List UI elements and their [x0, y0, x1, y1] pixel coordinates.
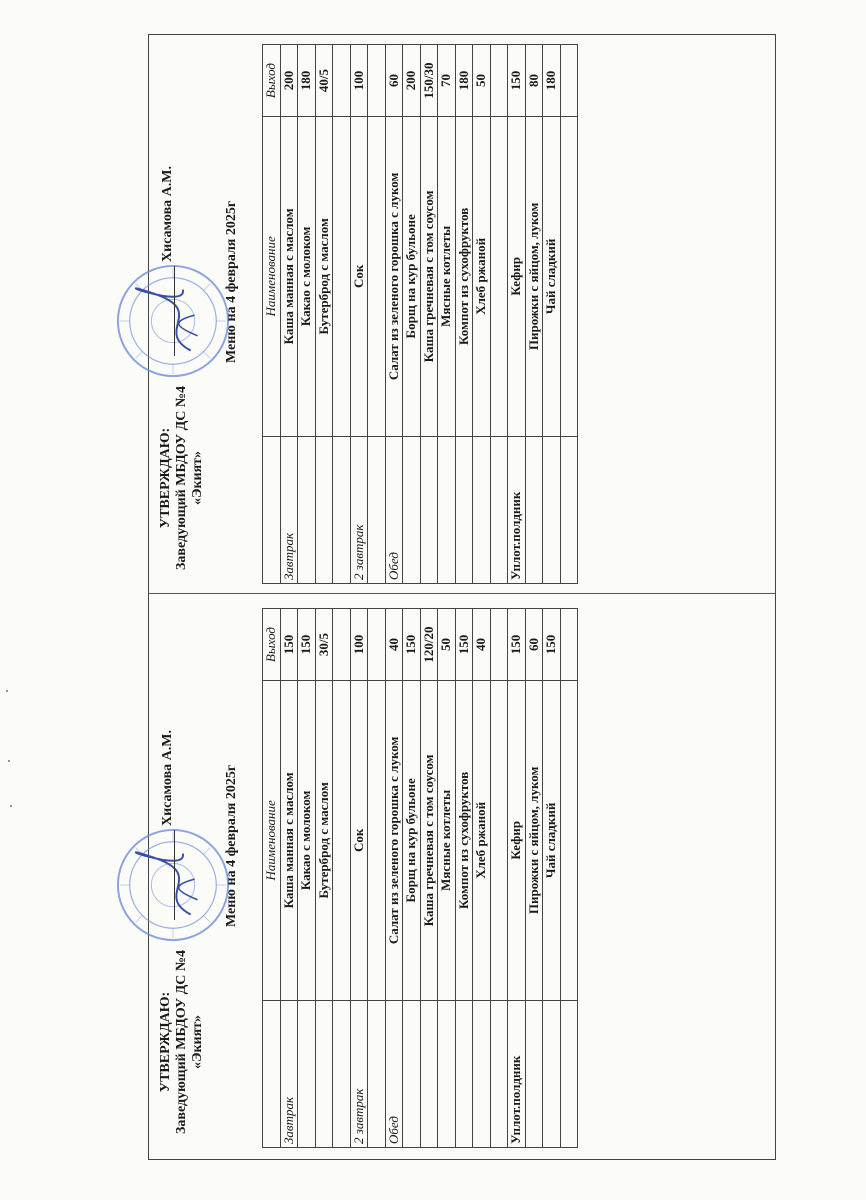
meal-type-cell [298, 1000, 316, 1147]
dish-name-cell: Чай сладкий [543, 681, 561, 1001]
meal-type-cell [438, 1000, 456, 1147]
approval-title: УТВЕРЖДАЮ: [158, 991, 173, 1093]
menu-panel-upper [158, 43, 758, 588]
table-row [298, 609, 316, 1148]
meal-type-cell [543, 1000, 561, 1147]
dish-name-cell: Сок [350, 117, 368, 437]
portion-output-cell [333, 45, 351, 117]
table-row [490, 609, 508, 1148]
table-row [438, 609, 456, 1148]
dish-name-cell [560, 681, 578, 1001]
table-row [455, 609, 473, 1148]
meal-type-cell [420, 1000, 438, 1147]
dish-name-cell: Какао с молоком [298, 117, 316, 437]
meal-type-cell [333, 1000, 351, 1147]
portion-output-cell [490, 45, 508, 117]
table-row [368, 609, 386, 1148]
portion-output-cell: 150 [403, 609, 421, 681]
table-row [438, 45, 456, 584]
dish-name-cell: Какао с молоком [298, 681, 316, 1001]
portion-output-cell [368, 45, 386, 117]
table-row [298, 45, 316, 584]
table-row [280, 45, 298, 584]
meal-type-cell: Завтрак [280, 436, 298, 583]
table-row [473, 609, 491, 1148]
meal-type-cell [560, 436, 578, 583]
approval-position: Заведующий МБДОУ ДС №4 [174, 950, 189, 1134]
portion-output-cell: 70 [438, 45, 456, 117]
signature-line [174, 266, 175, 356]
dish-name-cell [368, 117, 386, 437]
dish-name-cell: Хлеб ржаной [473, 681, 491, 1001]
table-row [385, 45, 403, 584]
menu-table [262, 44, 578, 584]
meal-type-cell [490, 436, 508, 583]
menu-date-title: Меню на 4 февраля 2025г [224, 200, 239, 363]
table-row [560, 45, 578, 584]
meal-column-header [263, 1000, 281, 1147]
meal-type-cell [525, 1000, 543, 1147]
round-stamp-icon [114, 262, 232, 380]
meal-type-cell [455, 436, 473, 583]
portion-output-cell: 150 [508, 45, 526, 117]
dish-name-cell: Пирожки с яйцом, луком [525, 681, 543, 1001]
table-row [455, 45, 473, 584]
dish-name-cell: Компот из сухофруктов [455, 117, 473, 437]
table-row [543, 609, 561, 1148]
table-row [508, 45, 526, 584]
dish-name-cell [333, 117, 351, 437]
signer-name: Хисамова А.М. [160, 730, 175, 826]
dish-name-cell: Компот из сухофруктов [455, 681, 473, 1001]
meal-type-cell [403, 436, 421, 583]
menu-panel-lower [158, 607, 758, 1152]
portion-output-cell [490, 609, 508, 681]
portion-output-cell [368, 609, 386, 681]
portion-output-cell: 40 [385, 609, 403, 681]
dish-name-cell [333, 681, 351, 1001]
portion-output-cell [560, 609, 578, 681]
table-row [350, 609, 368, 1148]
dish-name-cell: Хлеб ржаной [473, 117, 491, 437]
table-row [473, 45, 491, 584]
dish-name-cell: Каша гречневая с том соусом [420, 681, 438, 1001]
meal-column-header [263, 436, 281, 583]
portion-output-cell: 150 [280, 609, 298, 681]
meal-type-cell: 2 завтрак [350, 1000, 368, 1147]
approval-org: «Экият» [190, 1014, 205, 1070]
portion-output-cell: 100 [350, 45, 368, 117]
portion-output-cell: 60 [385, 45, 403, 117]
portion-output-cell: 80 [525, 45, 543, 117]
menu-date-title: Меню на 4 февраля 2025г [224, 764, 239, 927]
table-row [543, 45, 561, 584]
portion-output-cell: 40 [473, 609, 491, 681]
dish-name-cell: Каша манная с маслом [280, 117, 298, 437]
meal-type-cell: Завтрак [280, 1000, 298, 1147]
portion-output-cell: 150 [298, 609, 316, 681]
meal-type-cell [403, 1000, 421, 1147]
table-row [508, 609, 526, 1148]
approval-block [158, 368, 206, 588]
portion-output-cell: 50 [473, 45, 491, 117]
approval-header [158, 607, 258, 1152]
dish-name-cell [560, 117, 578, 437]
meal-type-cell [298, 436, 316, 583]
table-row [403, 45, 421, 584]
portion-output-cell [560, 45, 578, 117]
dish-name-cell: Мясные котлеты [438, 681, 456, 1001]
approval-position: Заведующий МБДОУ ДС №4 [174, 386, 189, 570]
table-row [403, 609, 421, 1148]
dish-name-cell: Пирожки с яйцом, луком [525, 117, 543, 437]
dish-name-cell: Кефир [508, 681, 526, 1001]
dish-name-cell [368, 681, 386, 1001]
fold-line [148, 593, 776, 594]
menu-table [262, 608, 578, 1148]
portion-output-cell: 50 [438, 609, 456, 681]
name-column-header: Наименование [263, 681, 281, 1001]
table-row [385, 609, 403, 1148]
meal-type-cell [525, 436, 543, 583]
meal-type-cell [315, 1000, 333, 1147]
portion-output-cell: 120/20 [420, 609, 438, 681]
table-row [280, 609, 298, 1148]
meal-type-cell: Уплот.полдник [508, 1000, 526, 1147]
portion-output-cell: 150 [455, 609, 473, 681]
approval-block [158, 932, 206, 1152]
dish-name-cell: Борщ на кур бульоне [403, 117, 421, 437]
output-column-header: Выход [263, 45, 281, 117]
portion-output-cell: 60 [525, 609, 543, 681]
approval-title: УТВЕРЖДАЮ: [158, 427, 173, 529]
meal-type-cell: Уплот.полдник [508, 436, 526, 583]
dish-name-cell: Каша манная с маслом [280, 681, 298, 1001]
table-header-row [263, 609, 281, 1148]
output-column-header: Выход [263, 609, 281, 681]
portion-output-cell: 30/5 [315, 609, 333, 681]
table-row [420, 45, 438, 584]
dish-name-cell: Мясные котлеты [438, 117, 456, 437]
portion-output-cell: 200 [280, 45, 298, 117]
portion-output-cell: 180 [455, 45, 473, 117]
dish-name-cell: Бутерброд с маслом [315, 117, 333, 437]
dish-name-cell: Салат из зеленого горошка с луком [385, 681, 403, 1001]
meal-type-cell [473, 1000, 491, 1147]
meal-type-cell: Обед [385, 1000, 403, 1147]
meal-type-cell [333, 436, 351, 583]
portion-output-cell: 150 [508, 609, 526, 681]
meal-type-cell: Обед [385, 436, 403, 583]
meal-type-cell [315, 436, 333, 583]
table-header-row [263, 45, 281, 584]
portion-output-cell: 100 [350, 609, 368, 681]
dish-name-cell [490, 681, 508, 1001]
meal-type-cell [490, 1000, 508, 1147]
dish-name-cell: Борщ на кур бульоне [403, 681, 421, 1001]
portion-output-cell: 180 [298, 45, 316, 117]
table-row [333, 45, 351, 584]
table-row [525, 45, 543, 584]
dish-name-cell: Кефир [508, 117, 526, 437]
portion-output-cell: 150/30 [420, 45, 438, 117]
meal-type-cell [543, 436, 561, 583]
portion-output-cell: 150 [543, 609, 561, 681]
name-column-header: Наименование [263, 117, 281, 437]
table-row [350, 45, 368, 584]
meal-type-cell: 2 завтрак [350, 436, 368, 583]
signer-name: Хисамова А.М. [160, 166, 175, 262]
portion-output-cell: 180 [543, 45, 561, 117]
dish-name-cell: Бутерброд с маслом [315, 681, 333, 1001]
dish-name-cell: Салат из зеленого горошка с луком [385, 117, 403, 437]
dish-name-cell [490, 117, 508, 437]
table-row [333, 609, 351, 1148]
table-row [368, 45, 386, 584]
scan-speck [8, 760, 10, 762]
meal-type-cell [420, 436, 438, 583]
meal-type-cell [560, 1000, 578, 1147]
dish-name-cell: Каша гречневая с том соусом [420, 117, 438, 437]
table-row [420, 609, 438, 1148]
table-row [490, 45, 508, 584]
approval-header [158, 43, 258, 588]
table-row [560, 609, 578, 1148]
dish-name-cell: Сок [350, 681, 368, 1001]
meal-type-cell [368, 1000, 386, 1147]
table-row [315, 609, 333, 1148]
portion-output-cell: 200 [403, 45, 421, 117]
table-row [315, 45, 333, 584]
signature-line [174, 830, 175, 920]
meal-type-cell [368, 436, 386, 583]
scan-speck [6, 690, 8, 692]
table-row [525, 609, 543, 1148]
meal-type-cell [455, 1000, 473, 1147]
dish-name-cell: Чай сладкий [543, 117, 561, 437]
approval-org: «Экият» [190, 450, 205, 506]
meal-type-cell [473, 436, 491, 583]
portion-output-cell [333, 609, 351, 681]
scan-speck [10, 805, 12, 807]
round-stamp-icon [114, 826, 232, 944]
meal-type-cell [438, 436, 456, 583]
portion-output-cell: 40/5 [315, 45, 333, 117]
